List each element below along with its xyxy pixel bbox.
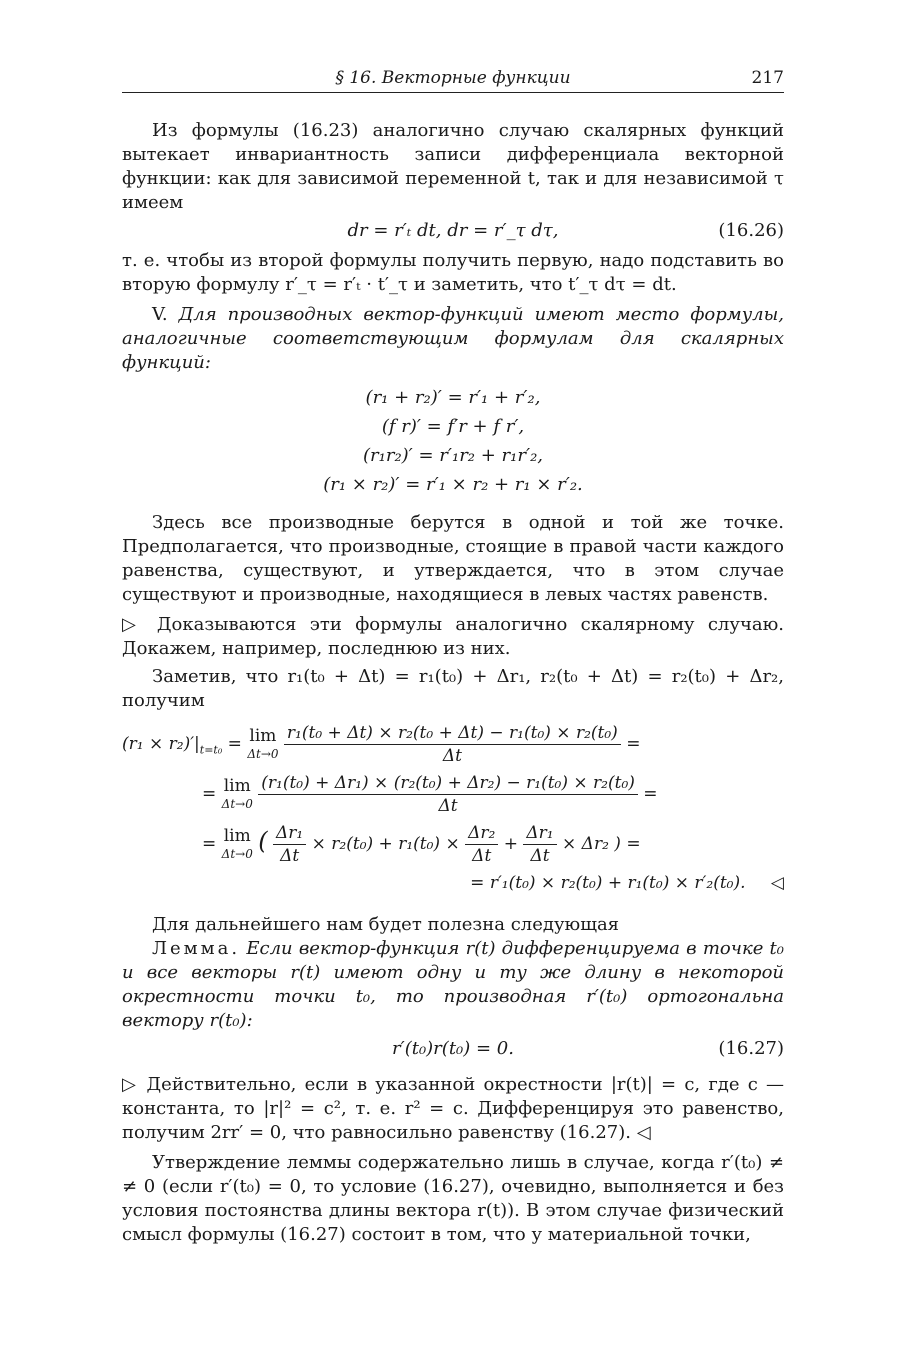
fraction: $\frac{\text{Δr₂}}{\Delta t}$ xyxy=(465,823,498,866)
lhs: (r₁ × r₂)′| xyxy=(122,734,200,754)
paragraph-5: ▷ Доказываются эти формулы аналогично скалярному случаю. Докажем, например, последнюю из них. xyxy=(122,614,784,659)
equals: = xyxy=(643,784,658,804)
derivation-row-1 xyxy=(122,723,784,773)
qed-mark: ◁ xyxy=(770,873,784,893)
proof-derivation xyxy=(122,723,784,905)
paragraph-8: ▷ Действительно, если в указанной окрестности |r(t)| = c, где c — константа, то |r|² = c², т. е. r² = c. Дифференцируя это равенство, получим 2rr′ = 0, что равносильно равенству (16.27). ◁ xyxy=(122,1074,784,1143)
derivation-row-4 xyxy=(122,873,784,905)
equation-number: (16.27) xyxy=(718,1038,784,1059)
fraction: $\frac{\text{(r₁(t₀) + Δr₁) × (r₂(t₀) + Δr₂) − r₁(t₀) × r₂(t₀)}}{\Delta t}$ xyxy=(258,773,638,816)
page-number: 217 xyxy=(751,68,784,88)
equation-16-26 xyxy=(122,215,784,249)
formula-line: (r₁r₂)′ = r′₁r₂ + r₁r′₂, xyxy=(363,445,543,466)
lemma-label: Лемма. xyxy=(152,938,241,959)
header-title: § 16. Векторные функции xyxy=(335,68,571,88)
plus: + xyxy=(503,834,518,854)
lhs-subscript: t=t₀ xyxy=(199,743,223,757)
item-label: V. xyxy=(152,304,168,325)
paragraph-1: Из формулы (16.23) аналогично случаю скалярных функций вытекает инвариантность записи дифференциала векторной функции: как для зависимой переменной t, так и для независимой τ имеем xyxy=(122,120,784,213)
derivative-formulas xyxy=(122,383,784,499)
derivation-row-3 xyxy=(122,823,784,873)
equation-16-27 xyxy=(122,1033,784,1073)
term: × Δr₂ ) = xyxy=(562,834,641,854)
paragraph-3 xyxy=(122,303,784,375)
equation-body: r′(t₀)r(t₀) = 0. xyxy=(392,1038,514,1059)
term: × r₂(t₀) + r₁(t₀) × xyxy=(311,834,460,854)
equals: = xyxy=(626,734,641,754)
paragraph-9: Утверждение леммы содержательно лишь в случае, когда r′(t₀) ≠ ≠ 0 (если r′(t₀) = 0, то условие (16.27), очевидно, выполняется и без условия постоянства длины вектора r(t)). В этом случае физический смысл формулы (16.27) состоит в том, что у материальной точки, xyxy=(122,1152,784,1245)
paragraph-6: Заметив, что r₁(t₀ + Δt) = r₁(t₀) + Δr₁, r₂(t₀ + Δt) = r₂(t₀) + Δr₂, получим xyxy=(122,666,784,711)
limit: lim Δt→0 xyxy=(247,725,279,761)
fraction: $\frac{\text{Δr₁}}{\Delta t}$ xyxy=(273,823,306,866)
result: = r′₁(t₀) × r₂(t₀) + r₁(t₀) × r′₂(t₀). xyxy=(470,873,746,893)
derivation-row-2 xyxy=(122,773,784,823)
lemma-text: Если вектор-функция r(t) дифференцируема в точке t₀ и все векторы r(t) имеют одну и ту же длину в некоторой окрестности точки t₀, то производная r′(t₀) ортогональна вектору r(t₀): xyxy=(122,938,784,1031)
paragraph-2: т. е. чтобы из второй формулы получить первую, надо подставить во вторую формулу r′_τ = r′ₜ · t′_τ и заметить, что t′_τ dτ = dt. xyxy=(122,250,784,295)
limit: lim Δt→0 xyxy=(221,775,253,811)
formula-line: (f r)′ = f′r + f r′, xyxy=(381,416,525,437)
limit: lim Δt→0 xyxy=(221,825,253,861)
open-paren: ( xyxy=(258,827,268,855)
fraction: $\frac{\text{Δr₁}}{\Delta t}$ xyxy=(523,823,556,866)
paragraph-4: Здесь все производные берутся в одной и той же точке. Предполагается, что производные, стоящие в правой части каждого равенства, существуют, и утверждается, что в этом случае существуют и производные, находящиеся в левых частях равенств. xyxy=(122,512,784,605)
equals: = xyxy=(202,784,217,804)
running-header xyxy=(122,62,784,93)
formula-line: (r₁ × r₂)′ = r′₁ × r₂ + r₁ × r′₂. xyxy=(323,474,583,495)
equation-number: (16.26) xyxy=(718,220,784,241)
lemma xyxy=(122,937,784,1033)
equals: = xyxy=(202,834,217,854)
formula-line: (r₁ + r₂)′ = r′₁ + r′₂, xyxy=(365,387,541,408)
page xyxy=(122,62,784,1247)
fraction: $\frac{\text{r₁(t₀ + Δt) × r₂(t₀ + Δt) − r₁(t₀) × r₂(t₀)}}{\Delta t}$ xyxy=(284,723,621,766)
statement-text: Для производных вектор-функций имеют место формулы, аналогичные соответствующим формулам для скалярных функций: xyxy=(122,304,784,373)
paragraph-7: Для дальнейшего нам будет полезна следующая xyxy=(152,914,620,935)
equals: = xyxy=(227,734,242,754)
equation-body: dr = r′ₜ dt, dr = r′_τ dτ, xyxy=(347,220,559,241)
